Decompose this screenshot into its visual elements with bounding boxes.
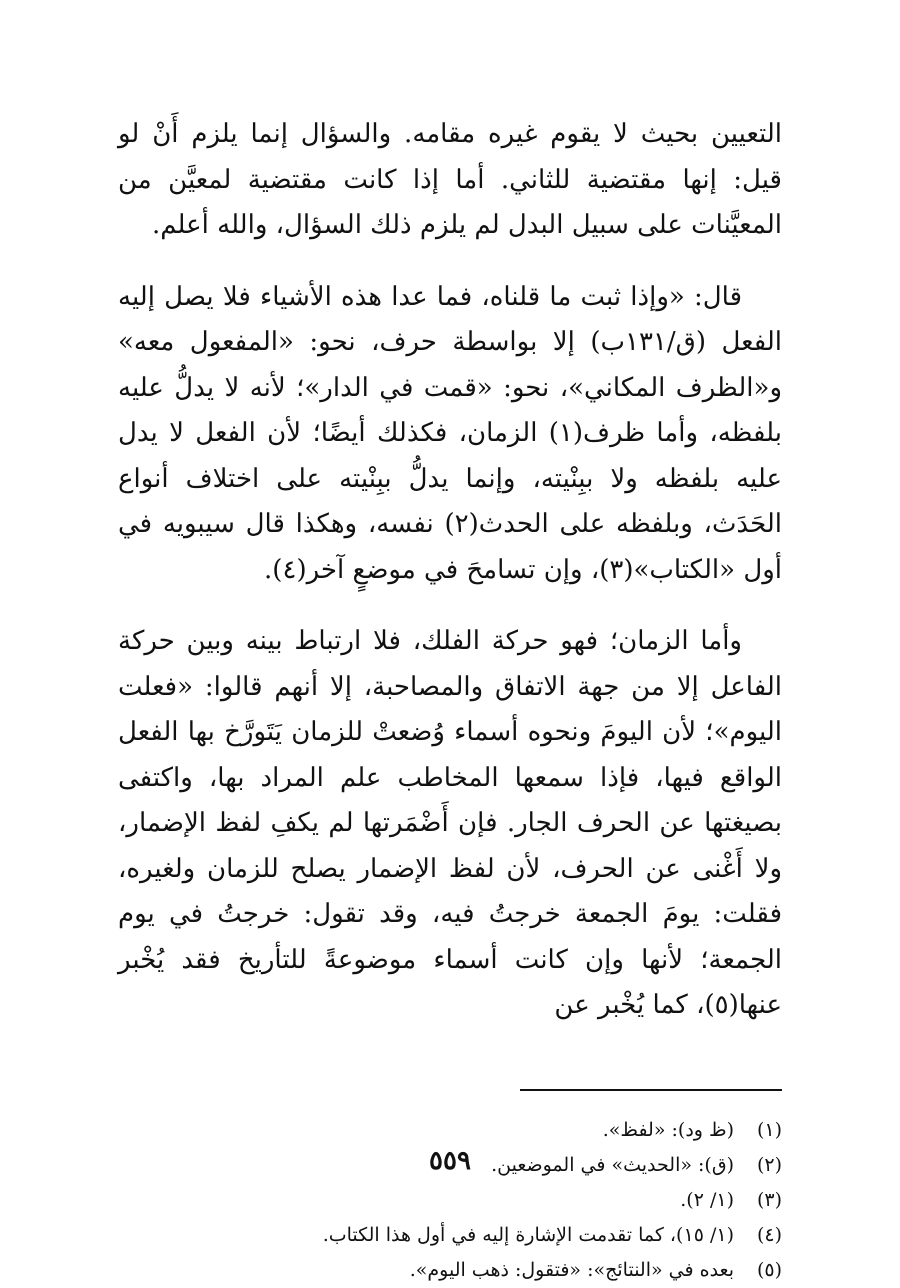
page-number: ٥٥٩ [429, 1146, 471, 1176]
footnote [118, 1183, 782, 1218]
footnote [118, 1253, 782, 1288]
footnote-text: (١/ ٢). [680, 1188, 734, 1211]
paragraph: قال: «وإذا ثبت ما قلناه، فما عدا هذه الأشياء فلا يصل إليه الفعل (ق/١٣١ب) إلا بواسطة حرف، نحو: «المفعول معه» و«الظرف المكاني»، نحو: «قمت في الدار»؛ لأنه لا يدلُّ عليه بلفظه، وأما ظرف(١) الزمان، فكذلك أيضًا؛ لأن الفعل لا يدل عليه بلفظه ولا ببِنْيته، وإنما يدلُّ ببِنْيته على اختلاف أنواع الحَدَث، وبلفظه على الحدث(٢) نفسه، وهكذا قال سيبويه في أول «الكتاب»(٣)، وإن تسامحَ في موضعٍ آخر(٤). [118, 281, 783, 585]
footnote-divider [520, 1089, 782, 1091]
paragraph: وأما الزمان؛ فهو حركة الفلك، فلا ارتباط بينه وبين حركة الفاعل إلا من جهة الاتفاق والمصاحبة، إلا أنهم قالوا: «فعلت اليوم»؛ لأن اليومَ ونحوه أسماء وُضعتْ للزمان يَتَورَّخ بها الفعل الواقع فيها، فإذا سمعها المخاطب علم المراد بها، واكتفى بصيغتها عن الحرف الجار. فإن أَضْمَرتها لم يكفِ لفظ الإضمار، ولا أَغْنى عن الحرف، لأن لفظ الإضمار يصلح للزمان ولغيره، فقلت: يومَ الجمعة خرجتُ فيه، وقد تقول: خرجتُ في يوم الجمعة؛ لأنها وإن كانت أسماء موضوعةً للتأريخ فقد يُخْبر عنها(٥)، كما يُخْبر عن [118, 626, 782, 1020]
footnote [118, 1218, 782, 1253]
footnote-number: (٣) [756, 1188, 782, 1211]
main-text [118, 112, 782, 1029]
footnote-text: (١/ ١٥)، كما تقدمت الإشارة إليه في أول هذا الكتاب. [322, 1223, 734, 1246]
footnote-number: (٢) [756, 1153, 782, 1176]
footnote-text: بعده في «النتائج»: «فتقول: ذهب اليوم». [409, 1258, 734, 1281]
footnote-text: (ق): «الحديث» في الموضعين. [491, 1153, 734, 1176]
footnote-number: (١) [756, 1118, 782, 1141]
footnote-number: (٥) [756, 1258, 782, 1281]
footnote-text: (ظ ود): «لفظ». [602, 1118, 734, 1141]
footnote [118, 1113, 782, 1148]
footnotes [118, 1105, 782, 1288]
paragraph: التعيين بحيث لا يقوم غيره مقامه. والسؤال إنما يلزم أَنْ لو قيل: إنها مقتضية للثاني. أما إذا كانت مقتضية لمعيَّن من المعيَّنات على سبيل البدل لم يلزم ذلك السؤال، والله أعلم. [118, 119, 782, 240]
footnote-number: (٤) [756, 1223, 782, 1246]
